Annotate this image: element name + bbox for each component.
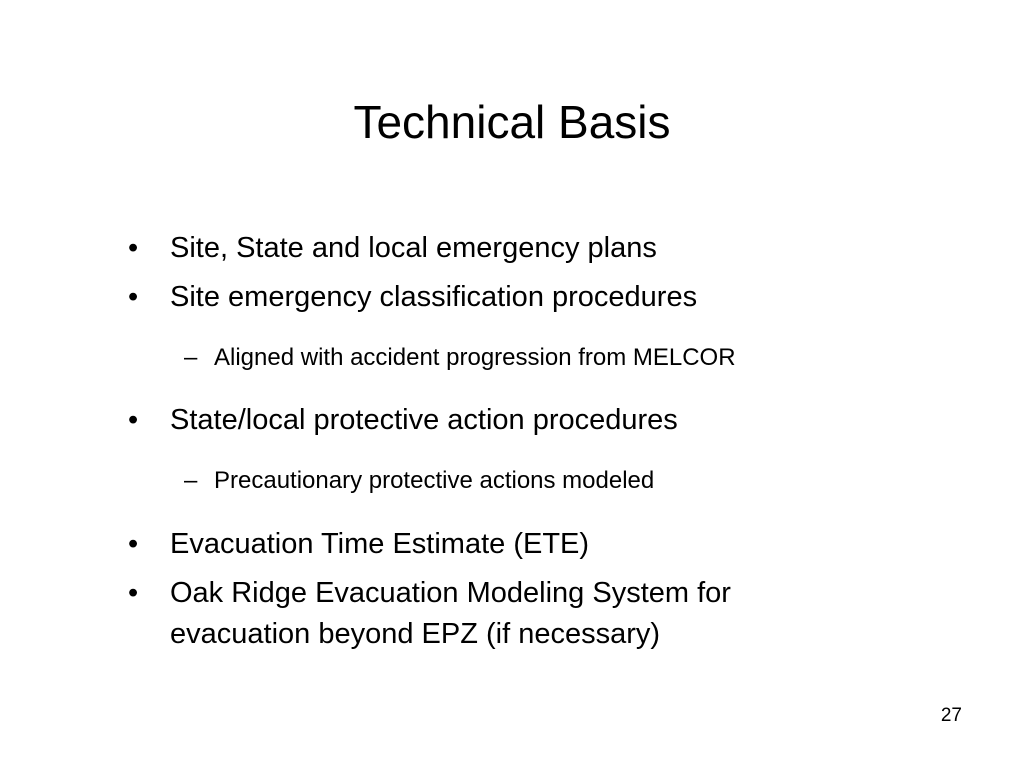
bullet-mark: •: [128, 404, 139, 436]
sub-list-item: [184, 465, 864, 497]
list-item-text: State/local protective action procedures: [170, 404, 678, 436]
list-item: [128, 524, 868, 565]
sub-list-item: [184, 342, 864, 374]
sub-list-item-text: Aligned with accident progression from MELCOR: [214, 344, 736, 371]
bullet-mark: •: [128, 577, 139, 609]
slide-title: Technical Basis: [353, 96, 671, 148]
list-item-text: Site, State and local emergency plans: [170, 232, 657, 264]
dash-mark: –: [184, 344, 198, 371]
bullet-mark: •: [128, 528, 139, 560]
bullet-mark: •: [128, 232, 139, 264]
list-item-text: Oak Ridge Evacuation Modeling System for evacuation beyond EPZ (if necessary): [170, 577, 731, 650]
list-item: [128, 277, 868, 318]
list-item: [128, 573, 868, 655]
bullet-mark: •: [128, 281, 139, 313]
list-item: [128, 400, 868, 441]
list-item-text: Evacuation Time Estimate (ETE): [170, 528, 590, 560]
list-item: [128, 228, 868, 269]
list-item-text: Site emergency classification procedures: [170, 281, 698, 313]
dash-mark: –: [184, 467, 198, 494]
sub-list-item-text: Precautionary protective actions modeled: [214, 467, 655, 494]
page-number: 27: [940, 705, 962, 726]
